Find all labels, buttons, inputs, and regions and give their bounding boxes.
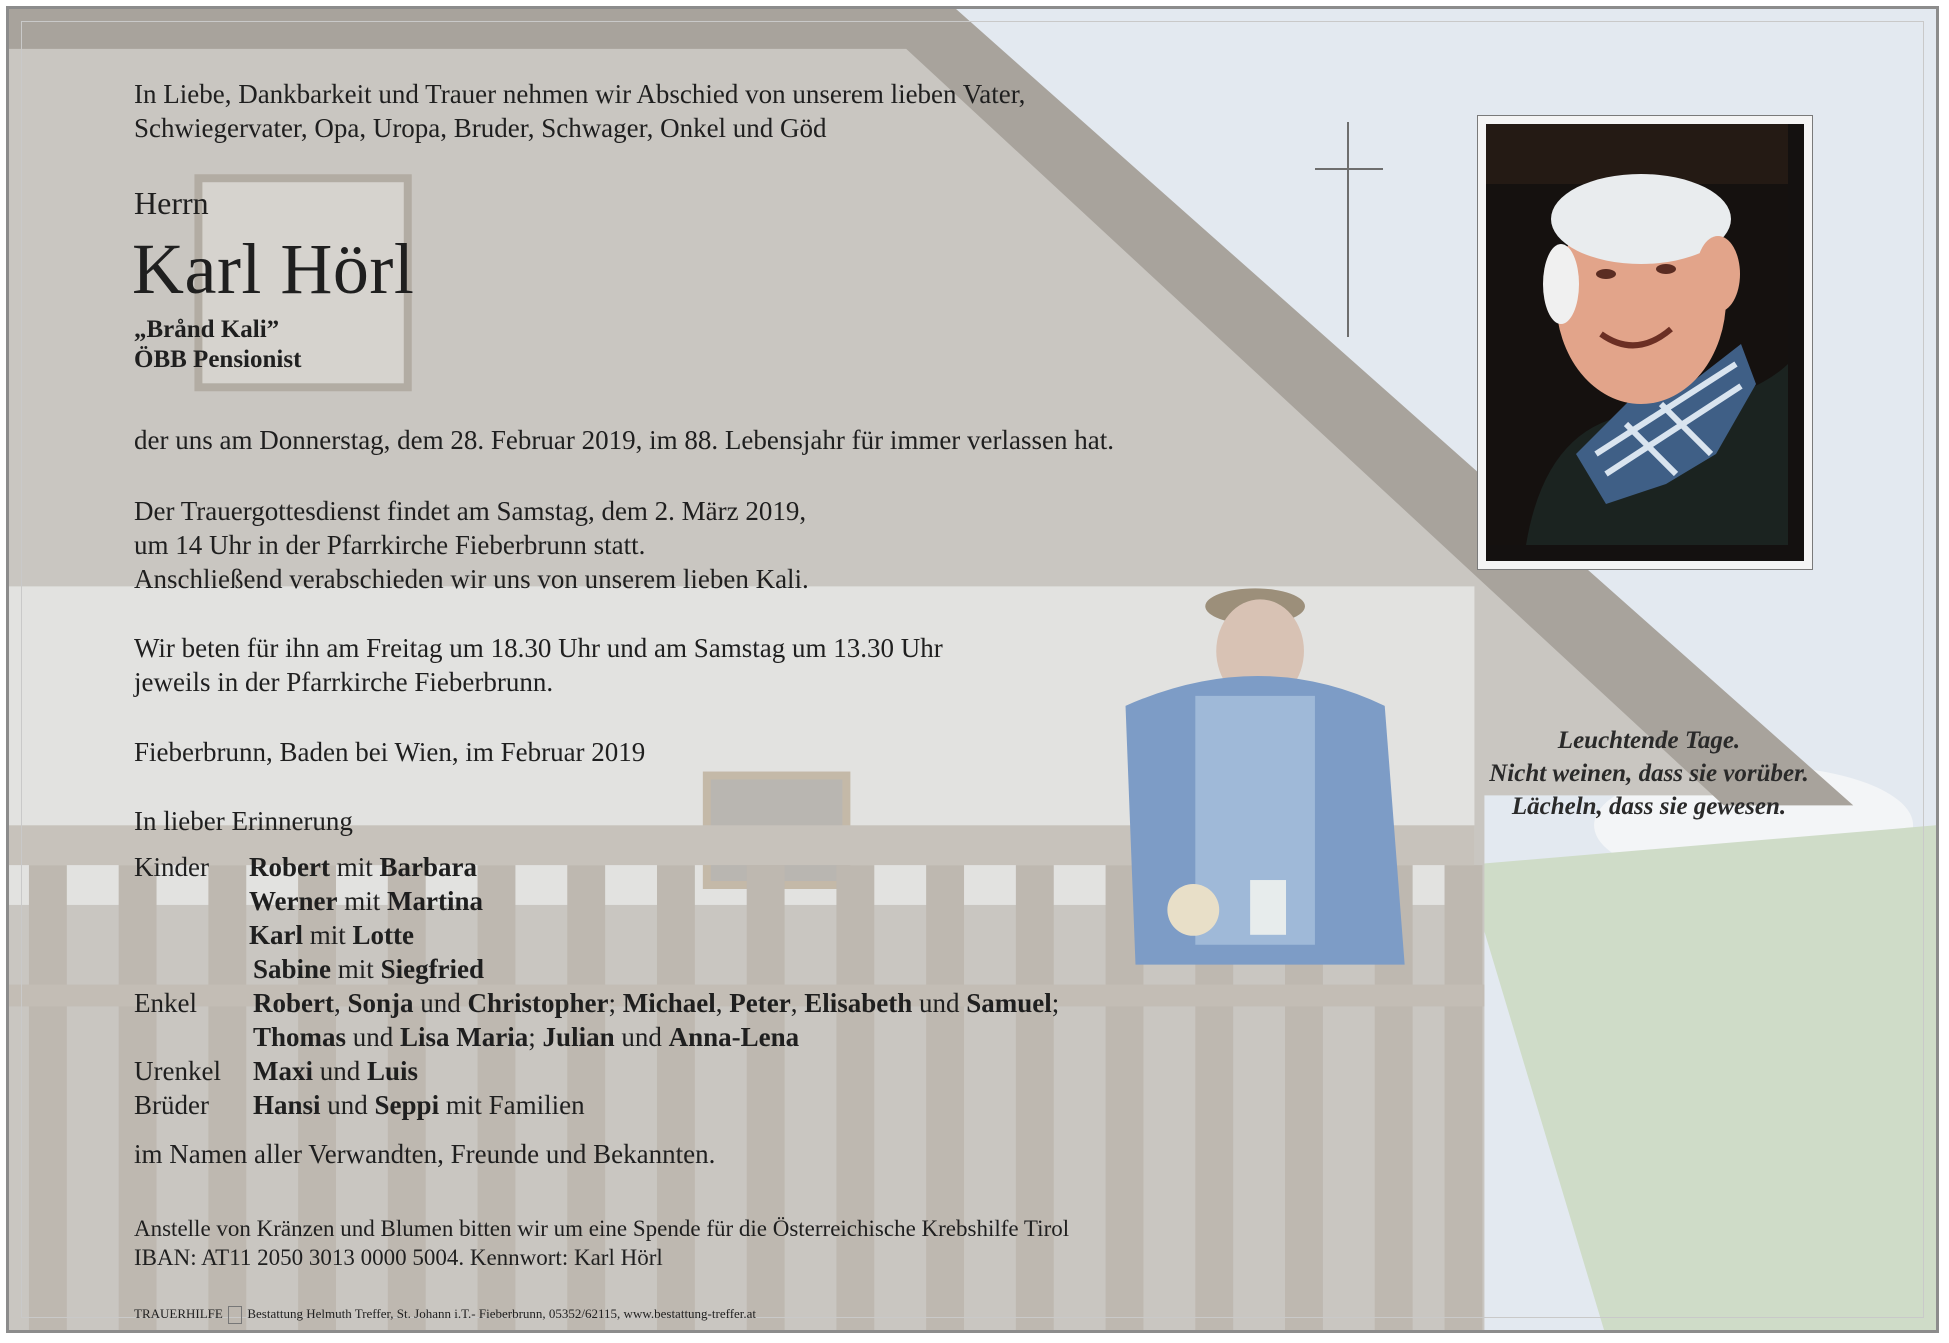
family-label-kinder: Kinder	[134, 852, 209, 882]
family-kinder-4: Sabine mit Siegfried	[253, 954, 485, 984]
family-label-urenkel: Urenkel	[134, 1056, 221, 1086]
death-notice: der uns am Donnerstag, dem 28. Februar 2019, im 88. Lebensjahr für immer verlassen hat.	[134, 425, 1114, 455]
deceased-name: Karl Hörl	[132, 229, 415, 309]
portrait-frame	[1477, 115, 1813, 570]
cross-icon	[1347, 122, 1349, 337]
family-kinder-2: Werner mit Martina	[249, 886, 483, 916]
family-label-enkel: Enkel	[134, 988, 197, 1018]
quote-line-1: Leuchtende Tage.	[1557, 727, 1741, 754]
family-kinder-1: Robert mit Barbara	[249, 852, 477, 882]
footer	[134, 1306, 756, 1324]
footer-text: Bestattung Helmuth Treffer, St. Johann i.T.- Fieberbrunn, 05352/62115, www.bestattung-treffer.at	[247, 1306, 757, 1321]
deceased-occupation: ÖBB Pensionist	[134, 346, 302, 373]
service-line-2: um 14 Uhr in der Pfarrkirche Fieberbrunn statt.	[134, 530, 646, 560]
closing-line: im Namen aller Verwandten, Freunde und Bekannten.	[134, 1139, 716, 1169]
portrait-image	[1486, 124, 1788, 545]
intro-line-2: Schwiegervater, Opa, Uropa, Bruder, Schwager, Onkel und Göd	[134, 113, 827, 143]
place-date: Fieberbrunn, Baden bei Wien, im Februar 2019	[134, 737, 646, 767]
footer-brand: TRAUERHILFE	[134, 1306, 223, 1321]
remembrance-heading: In lieber Erinnerung	[134, 806, 353, 836]
quote-line-2: Nicht weinen, dass sie vorüber.	[1489, 760, 1809, 787]
family-enkel-1: Robert, Sonja und Christopher; Michael, Peter, Elisabeth und Samuel;	[253, 988, 1060, 1018]
donation-line-1: Anstelle von Kränzen und Blumen bitten wir um eine Spende für die Österreichische Krebshilfe Tirol	[134, 1216, 1070, 1241]
family-kinder-3: Karl mit Lotte	[249, 920, 414, 950]
memorial-quote	[1439, 724, 1859, 823]
intro-line-1: In Liebe, Dankbarkeit und Trauer nehmen wir Abschied von unserem lieben Vater,	[134, 79, 1026, 109]
prayer-line-1: Wir beten für ihn am Freitag um 18.30 Uhr und am Samstag um 13.30 Uhr	[134, 633, 943, 663]
family-enkel-2: Thomas und Lisa Maria; Julian und Anna-Lena	[253, 1022, 800, 1052]
portrait-photo	[1486, 124, 1804, 561]
trauerhilfe-logo-icon	[228, 1306, 242, 1324]
service-line-3: Anschließend verabschieden wir uns von unserem lieben Kali.	[134, 564, 809, 594]
cross-bar	[1315, 168, 1383, 170]
donation-line-2: IBAN: AT11 2050 3013 0000 5004. Kennwort: Karl Hörl	[134, 1245, 663, 1270]
salutation: Herrn	[134, 185, 209, 221]
deceased-nickname: „Brånd Kali”	[134, 316, 280, 343]
prayer-line-2: jeweils in der Pfarrkirche Fieberbrunn.	[134, 667, 554, 697]
family-brueder: Hansi und Seppi mit Familien	[253, 1090, 585, 1120]
quote-line-3: Lächeln, dass sie gewesen.	[1511, 793, 1787, 820]
service-line-1: Der Trauergottesdienst findet am Samstag, dem 2. März 2019,	[134, 496, 807, 526]
family-label-brueder: Brüder	[134, 1090, 209, 1120]
obituary-card	[6, 6, 1939, 1333]
family-urenkel: Maxi und Luis	[253, 1056, 419, 1086]
